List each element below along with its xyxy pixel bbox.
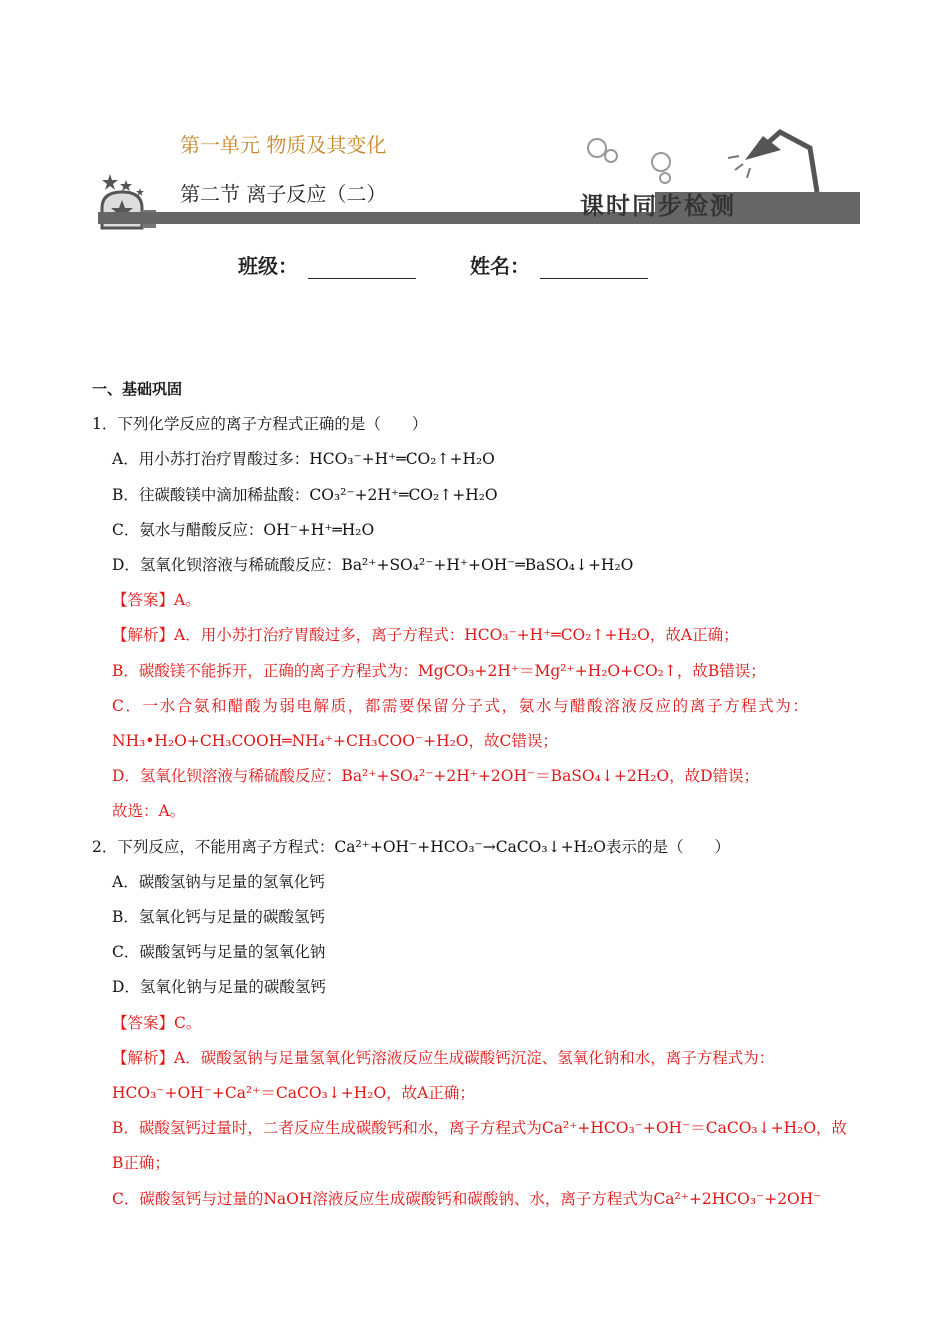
analysis-line: B正确； xyxy=(112,1154,170,1173)
answer: 【答案】C。 xyxy=(112,1013,202,1032)
option-d: D．氢氧化钠与足量的碳酸氢钙 xyxy=(112,978,326,997)
name-field[interactable] xyxy=(470,250,648,279)
analysis-line: B．碳酸氢钙过量时，二者反应生成碳酸钙和水，离子方程式为Ca²⁺+HCO₃⁻+OH⁻＝CaCO₃↓+H₂O，故 xyxy=(112,1119,848,1138)
answer: 【答案】A。 xyxy=(112,591,201,610)
analysis-line: NH₃•H₂O+CH₃COOH═NH₄⁺+CH₃COO⁻+H₂O，故C错误； xyxy=(112,732,558,751)
class-blank[interactable] xyxy=(308,260,416,279)
analysis-line: C．碳酸氢钙与过量的NaOH溶液反应生成碳酸钙和碳酸钠、水，离子方程式为Ca²⁺+2HCO₃⁻+2OH⁻ xyxy=(112,1189,822,1208)
section-title: 第二节 离子反应（二） xyxy=(180,182,387,206)
question-2 xyxy=(92,830,872,1217)
option-a: A．用小苏打治疗胃酸过多：HCO₃⁻+H⁺═CO₂↑+H₂O xyxy=(112,450,495,469)
option-b: B．氢氧化钙与足量的碳酸氢钙 xyxy=(112,908,325,927)
class-label: 班级： xyxy=(238,254,298,278)
analysis-line: C．一水合氨和醋酸为弱电解质，都需要保留分子式，氨水与醋酸溶液反应的离子方程式为： xyxy=(112,696,810,715)
banner-bar xyxy=(98,212,860,224)
analysis-line: 【解析】A．碳酸氢钠与足量氢氧化钙溶液反应生成碳酸钙沉淀、氢氧化钠和水，离子方程式为： xyxy=(112,1048,775,1067)
class-field[interactable] xyxy=(238,250,416,279)
question-stem: 1．下列化学反应的离子方程式正确的是（ ） xyxy=(92,415,428,434)
unit-title: 第一单元 物质及其变化 xyxy=(180,133,387,157)
banner-text: 课时同步检测 xyxy=(580,192,736,220)
question-stem: 2．下列反应，不能用离子方程式：Ca²⁺+OH⁻+HCO₃⁻→CaCO₃↓+H₂O表示的是（ ） xyxy=(92,837,730,856)
analysis-line: 【解析】A．用小苏打治疗胃酸过多，离子方程式：HCO₃⁻+H⁺═CO₂↑+H₂O，故A正确； xyxy=(112,626,739,645)
analysis-line: B．碳酸镁不能拆开，正确的离子方程式为：MgCO₃+2H⁺＝Mg²⁺+H₂O+CO₂↑，故B错误； xyxy=(112,661,766,680)
option-b: B．往碳酸镁中滴加稀盐酸：CO₃²⁻+2H⁺═CO₂↑+H₂O xyxy=(112,485,498,504)
name-blank[interactable] xyxy=(540,260,648,279)
option-c: C．碳酸氢钙与足量的氢氧化钠 xyxy=(112,943,326,962)
name-label: 姓名： xyxy=(470,254,530,278)
worksheet-content xyxy=(92,372,872,1217)
analysis-line: D．氢氧化钡溶液与稀硫酸反应：Ba²⁺+SO₄²⁻+2H⁺+2OH⁻＝BaSO₄↓+2H₂O，故D错误； xyxy=(112,767,760,786)
analysis-line: 故选：A。 xyxy=(112,802,186,821)
analysis-line: HCO₃⁻+OH⁻+Ca²⁺＝CaCO₃↓+H₂O，故A正确； xyxy=(112,1084,475,1103)
question-1 xyxy=(92,407,872,829)
option-d: D．氢氧化钡溶液与稀硫酸反应：Ba²⁺+SO₄²⁻+H⁺+OH⁻═BaSO₄↓+H₂O xyxy=(112,556,634,575)
desk-lamp-icon xyxy=(585,120,865,195)
section-heading: 一、基础巩固 xyxy=(92,380,183,398)
option-a: A．碳酸氢钠与足量的氢氧化钙 xyxy=(112,872,325,891)
option-c: C．氨水与醋酸反应：OH⁻+H⁺═H₂O xyxy=(112,520,375,539)
